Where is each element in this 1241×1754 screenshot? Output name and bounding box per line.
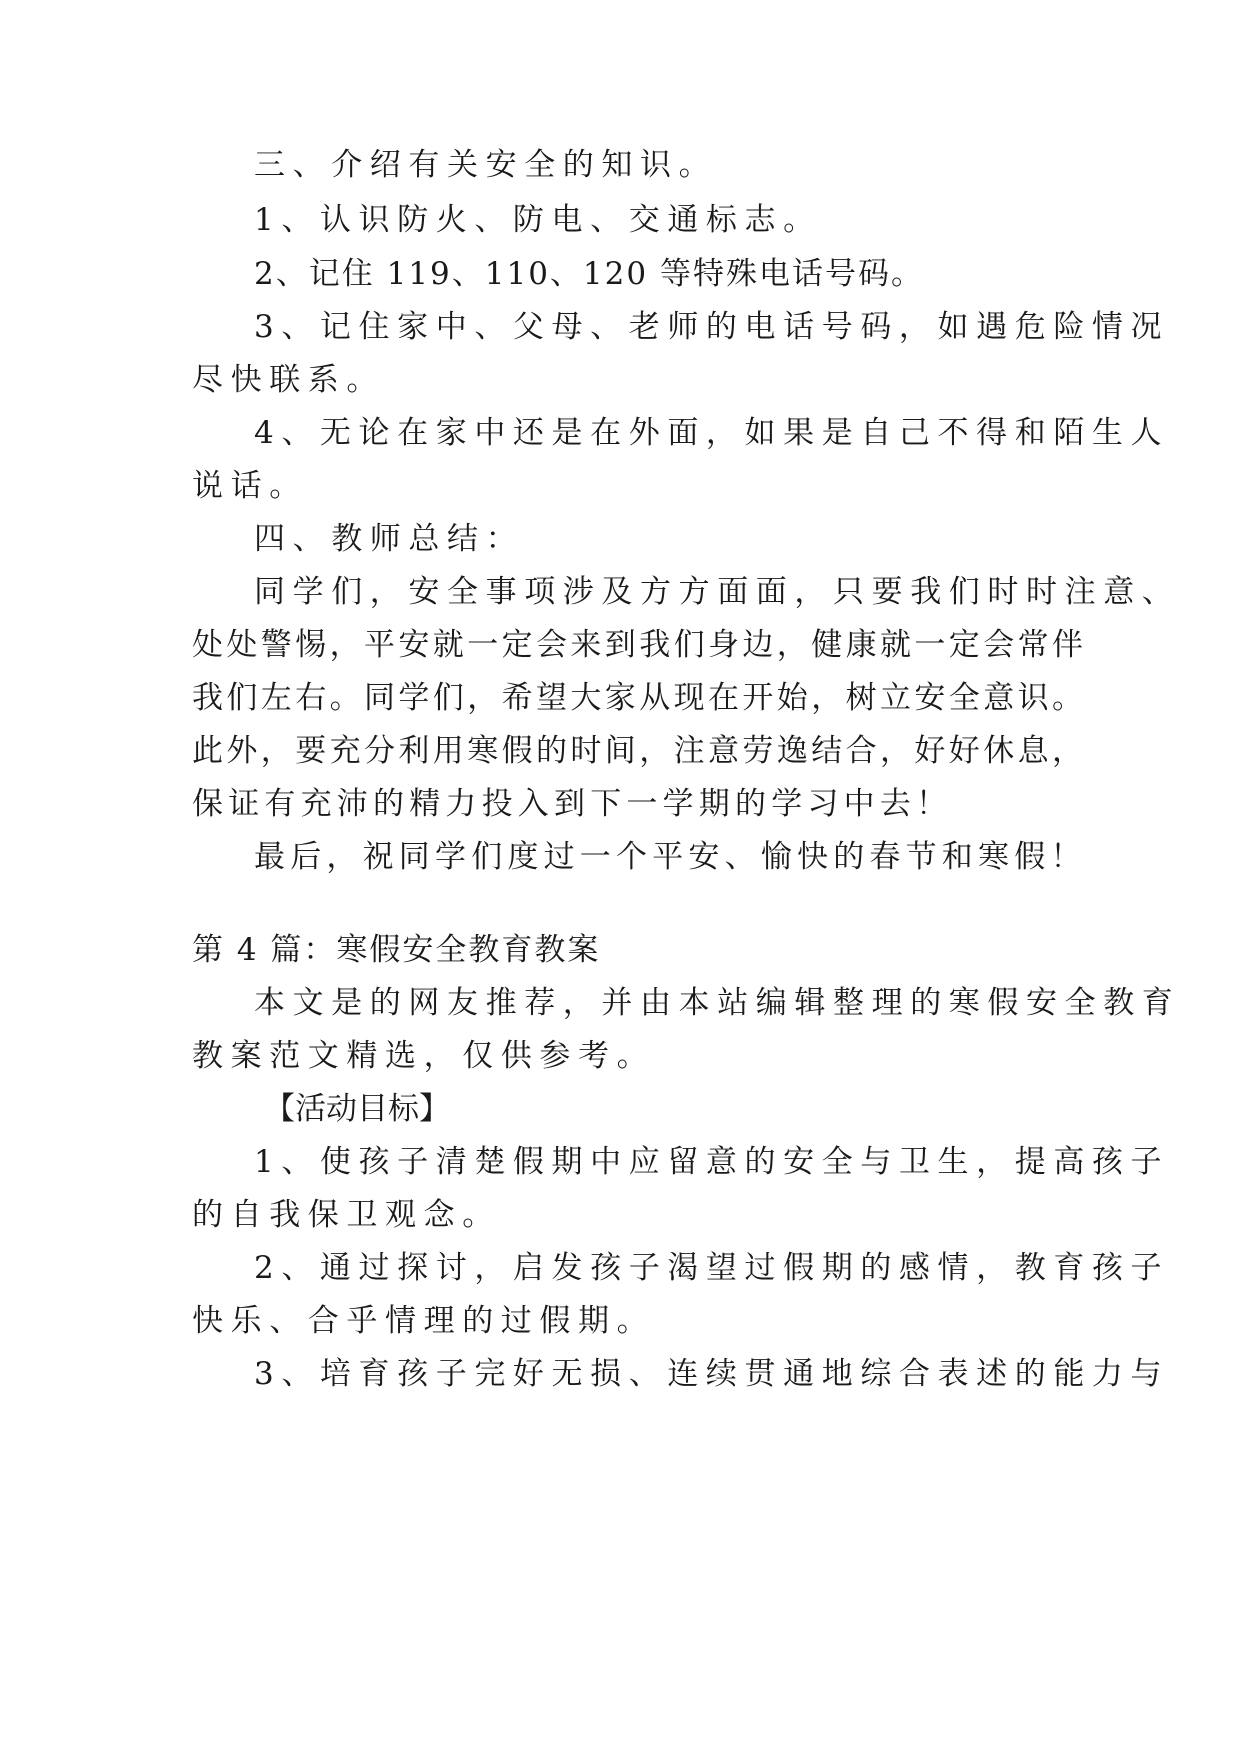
list-item: 1、使孩子清楚假期中应留意的安全与卫生，提高孩子 <box>254 1144 1170 1180</box>
paragraph-line: 同学们，安全事项涉及方方面面，只要我们时时注意、 <box>254 574 1181 610</box>
section-heading-activity-goals: 【活动目标】 <box>264 1091 450 1127</box>
list-item: 2、记住 119、110、120 等特殊电话号码。 <box>254 256 924 292</box>
section-heading-teacher-summary: 四、教师总结： <box>254 521 525 557</box>
list-item: 3、记住家中、父母、老师的电话号码，如遇危险情况 <box>254 309 1170 345</box>
list-item: 4、无论在家中还是在外面，如果是自己不得和陌生人 <box>254 415 1170 451</box>
list-item: 1、认识防火、防电、交通标志。 <box>254 202 822 238</box>
paragraph-line: 此外，要充分利用寒假的时间，注意劳逸结合，好好休息， <box>192 733 1087 769</box>
article-title: 第 4 篇：寒假安全教育教案 <box>192 932 601 968</box>
list-item: 2、通过探讨，启发孩子渴望过假期的感情，教育孩子 <box>254 1250 1170 1286</box>
paragraph-line: 处处警惕，平安就一定会来到我们身边，健康就一定会常伴 <box>192 627 1087 663</box>
list-item-continuation: 的自我保卫观念。 <box>192 1197 501 1233</box>
paragraph-line: 保证有充沛的精力投入到下一学期的学习中去！ <box>192 786 953 822</box>
list-item-continuation: 说话。 <box>192 468 308 504</box>
paragraph-line: 最后，祝同学们度过一个平安、愉快的春节和寒假！ <box>254 839 1087 875</box>
paragraph-line: 教案范文精选，仅供参考。 <box>192 1038 656 1074</box>
list-item-continuation: 尽快联系。 <box>192 362 385 398</box>
list-item: 3、培育孩子完好无损、连续贯通地综合表述的能力与 <box>254 1356 1170 1392</box>
section-heading-safety-knowledge: 三、介绍有关安全的知识。 <box>254 147 718 183</box>
paragraph-line: 本文是的网友推荐，并由本站编辑整理的寒假安全教育 <box>254 985 1181 1021</box>
list-item-continuation: 快乐、合乎情理的过假期。 <box>192 1303 656 1339</box>
paragraph-line: 我们左右。同学们，希望大家从现在开始，树立安全意识。 <box>192 680 1087 716</box>
